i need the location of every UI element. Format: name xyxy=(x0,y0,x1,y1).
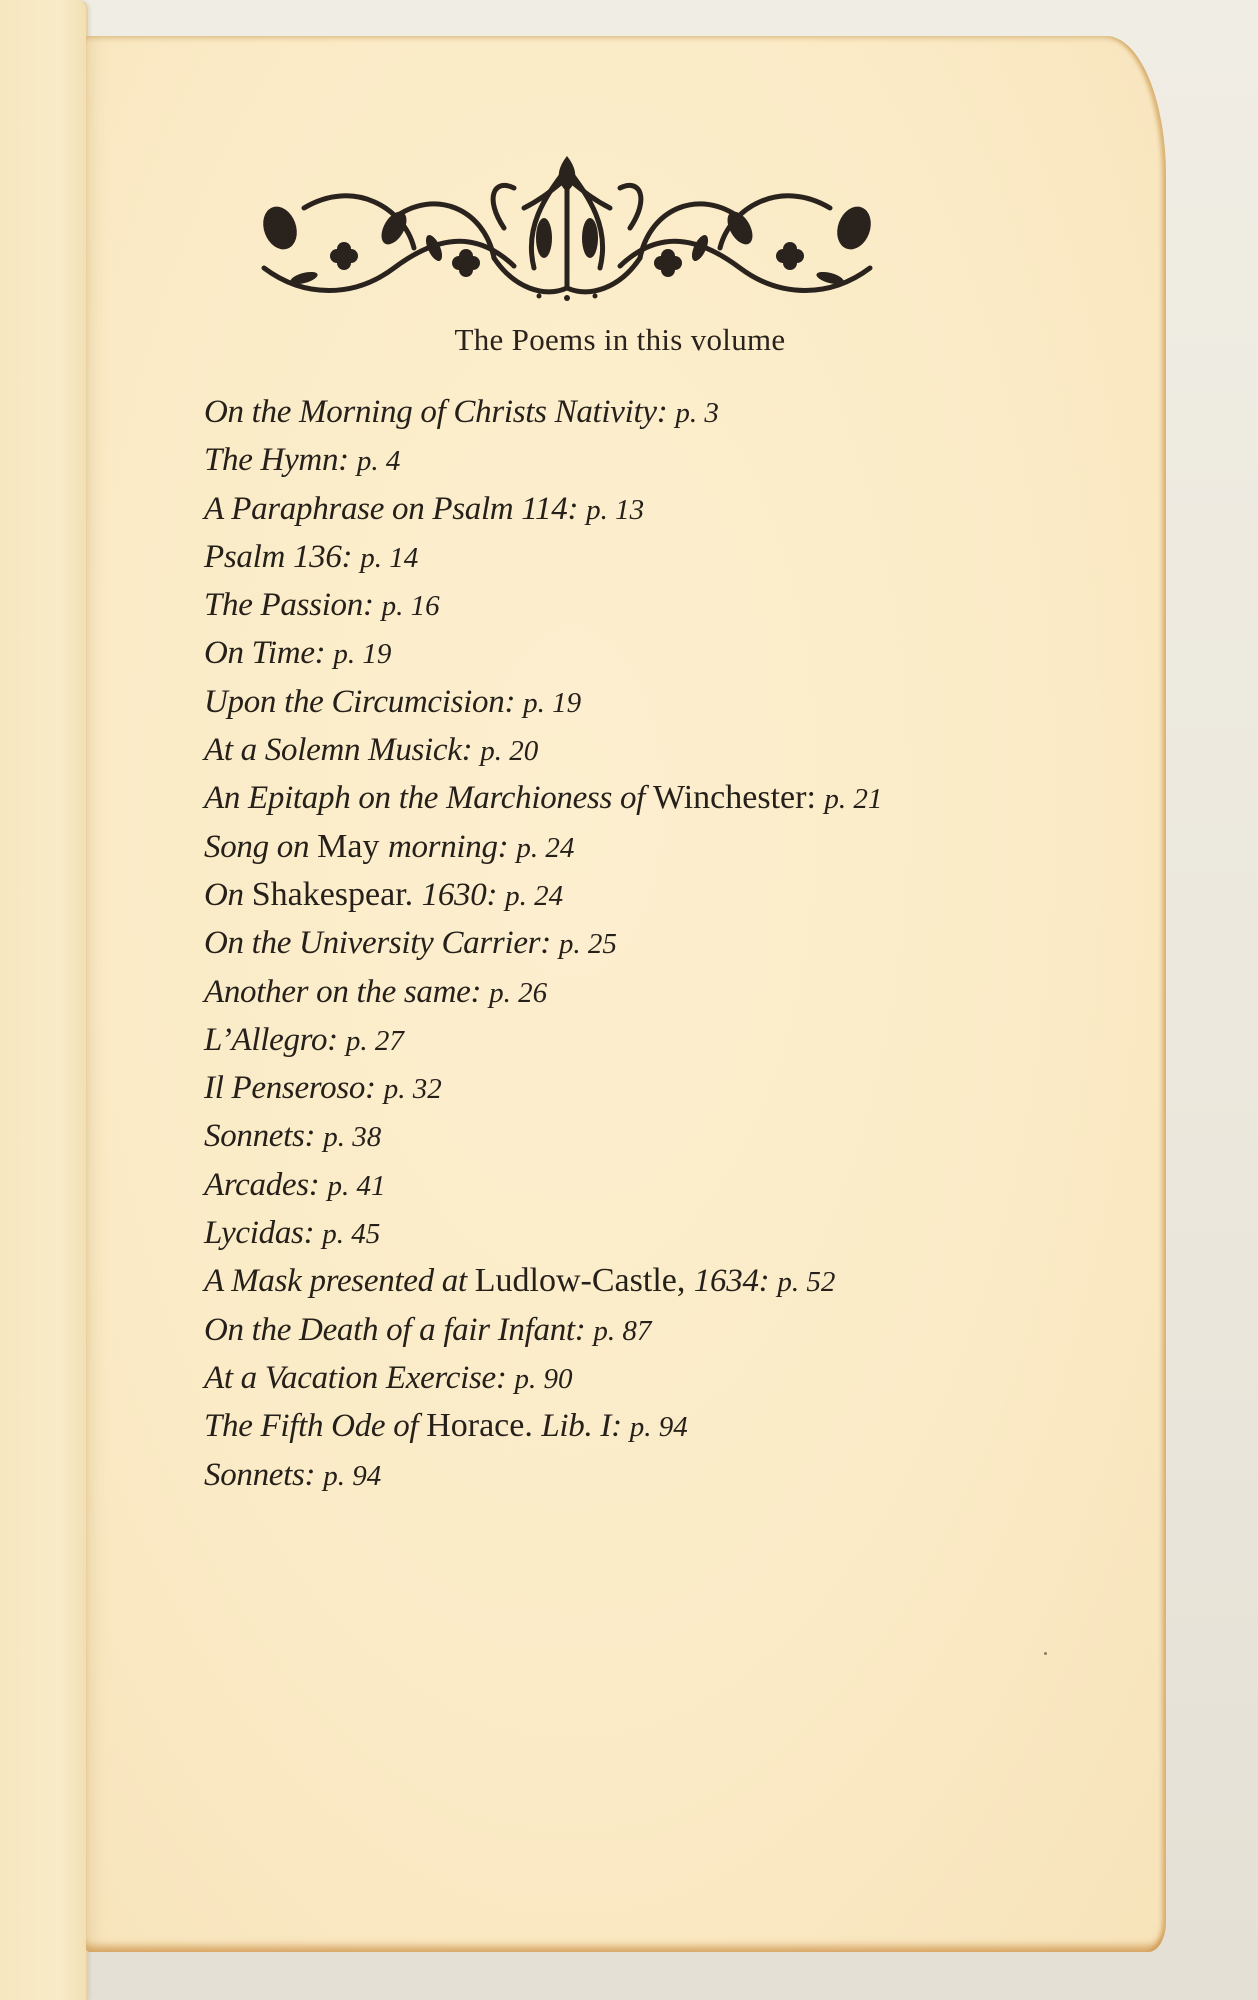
entry-title-segment: Another on the same: xyxy=(204,973,490,1010)
entry-title-segment: The Hymn: xyxy=(204,442,357,479)
entry-title-segment: On the Morning of Christs Nativity: xyxy=(204,394,676,430)
entry-title-segment: morning: xyxy=(387,828,517,865)
entry-page-number: p. 94 xyxy=(629,1411,688,1444)
entry-page-number: p. 41 xyxy=(327,1169,386,1202)
contents-entry xyxy=(204,774,882,822)
contents-entry xyxy=(204,1016,882,1064)
entry-page-number: p. 25 xyxy=(558,928,617,961)
page-title: The Poems in this volume xyxy=(454,322,786,357)
entry-title-segment: On xyxy=(204,876,252,913)
entry-page-number: p. 21 xyxy=(824,783,883,816)
entry-page-number: p. 20 xyxy=(480,735,539,768)
entry-title-segment: On Time: xyxy=(204,635,334,672)
floral-scroll-ornament-icon xyxy=(244,148,890,318)
contents-entry xyxy=(204,823,882,871)
contents-entry xyxy=(204,629,882,677)
entry-page-number: p. 38 xyxy=(323,1121,382,1154)
entry-page-number: p. 3 xyxy=(675,397,719,429)
contents-entry xyxy=(204,968,882,1016)
entry-title-segment: An Epitaph on the Marchioness of xyxy=(204,780,653,817)
entry-title-segment: A Mask presented at xyxy=(204,1263,475,1300)
entry-title-segment: Lib. I: xyxy=(541,1408,630,1445)
entry-title-segment: At a Solemn Musick: xyxy=(204,732,481,769)
contents-entry xyxy=(204,1161,882,1209)
entry-title-segment: 1634: xyxy=(693,1263,778,1300)
contents-entry xyxy=(204,436,882,484)
entry-title-segment: At a Vacation Exercise: xyxy=(204,1359,515,1396)
entry-title-segment: Ludlow-Castle, xyxy=(474,1262,694,1300)
contents-entry xyxy=(204,533,882,581)
entry-page-number: p. 27 xyxy=(345,1024,404,1057)
entry-page-number: p. 19 xyxy=(523,686,582,719)
contents-entry xyxy=(204,485,882,533)
entry-title-segment: On the Death of a fair Infant: xyxy=(204,1311,594,1348)
contents-entry xyxy=(204,1354,882,1402)
contents-entry xyxy=(204,919,882,967)
contents-entry xyxy=(204,678,882,726)
contents-entry xyxy=(204,1306,882,1354)
contents-entry xyxy=(204,1451,882,1499)
entry-title-segment: Lycidas: xyxy=(204,1215,323,1252)
entry-page-number: p. 52 xyxy=(777,1266,836,1299)
entry-page-number: p. 87 xyxy=(593,1314,652,1347)
entry-title-segment: Horace. xyxy=(426,1407,542,1445)
entry-title-segment: A Paraphrase on Psalm 114: xyxy=(204,490,587,527)
entry-page-number: p. 24 xyxy=(505,879,564,912)
entry-title-segment: May xyxy=(317,827,388,865)
contents-entry xyxy=(204,1064,882,1112)
entry-title-segment: Upon the Circumcision: xyxy=(204,683,524,720)
entry-title-segment: Il Penseroso: xyxy=(204,1070,384,1107)
entry-title-segment: Winchester: xyxy=(653,779,825,817)
entry-title-segment: Shakespear. xyxy=(251,875,422,913)
entry-page-number: p. 14 xyxy=(360,541,419,574)
entry-title-segment: Arcades: xyxy=(204,1166,328,1203)
entry-title-segment: 1630: xyxy=(421,876,506,913)
entry-page-number: p. 32 xyxy=(383,1073,442,1106)
contents-entry xyxy=(204,1112,882,1160)
entry-title-segment: Song on xyxy=(204,828,318,865)
contents-list xyxy=(204,388,882,1499)
entry-title-segment: On the University Carrier: xyxy=(204,925,559,962)
contents-entry xyxy=(204,388,882,436)
contents-entry xyxy=(204,581,882,629)
entry-title-segment: Sonnets: xyxy=(204,1118,324,1155)
entry-page-number: p. 13 xyxy=(586,493,645,526)
contents-entry xyxy=(204,1257,882,1305)
entry-title-segment: L’Allegro: xyxy=(204,1021,346,1058)
contents-entry xyxy=(204,1402,882,1450)
entry-page-number: p. 24 xyxy=(516,831,575,864)
entry-title-segment: Psalm 136: xyxy=(204,538,361,575)
entry-page-number: p. 45 xyxy=(322,1218,381,1251)
contents-entry xyxy=(204,871,882,919)
book-page xyxy=(86,36,1166,1952)
paper-speck xyxy=(1044,1652,1047,1655)
entry-title-segment: The Passion: xyxy=(204,587,382,624)
entry-page-number: p. 4 xyxy=(356,445,401,478)
entry-page-number: p. 26 xyxy=(489,976,548,1009)
entry-page-number: p. 94 xyxy=(323,1459,382,1492)
entry-page-number: p. 90 xyxy=(514,1362,573,1395)
facing-page-edge xyxy=(0,0,88,2000)
contents-entry xyxy=(204,1209,882,1257)
entry-title-segment: The Fifth Ode of xyxy=(204,1408,427,1445)
entry-page-number: p. 19 xyxy=(333,638,392,671)
entry-page-number: p. 16 xyxy=(381,590,440,623)
entry-title-segment: Sonnets: xyxy=(204,1456,324,1493)
contents-entry xyxy=(204,726,882,774)
